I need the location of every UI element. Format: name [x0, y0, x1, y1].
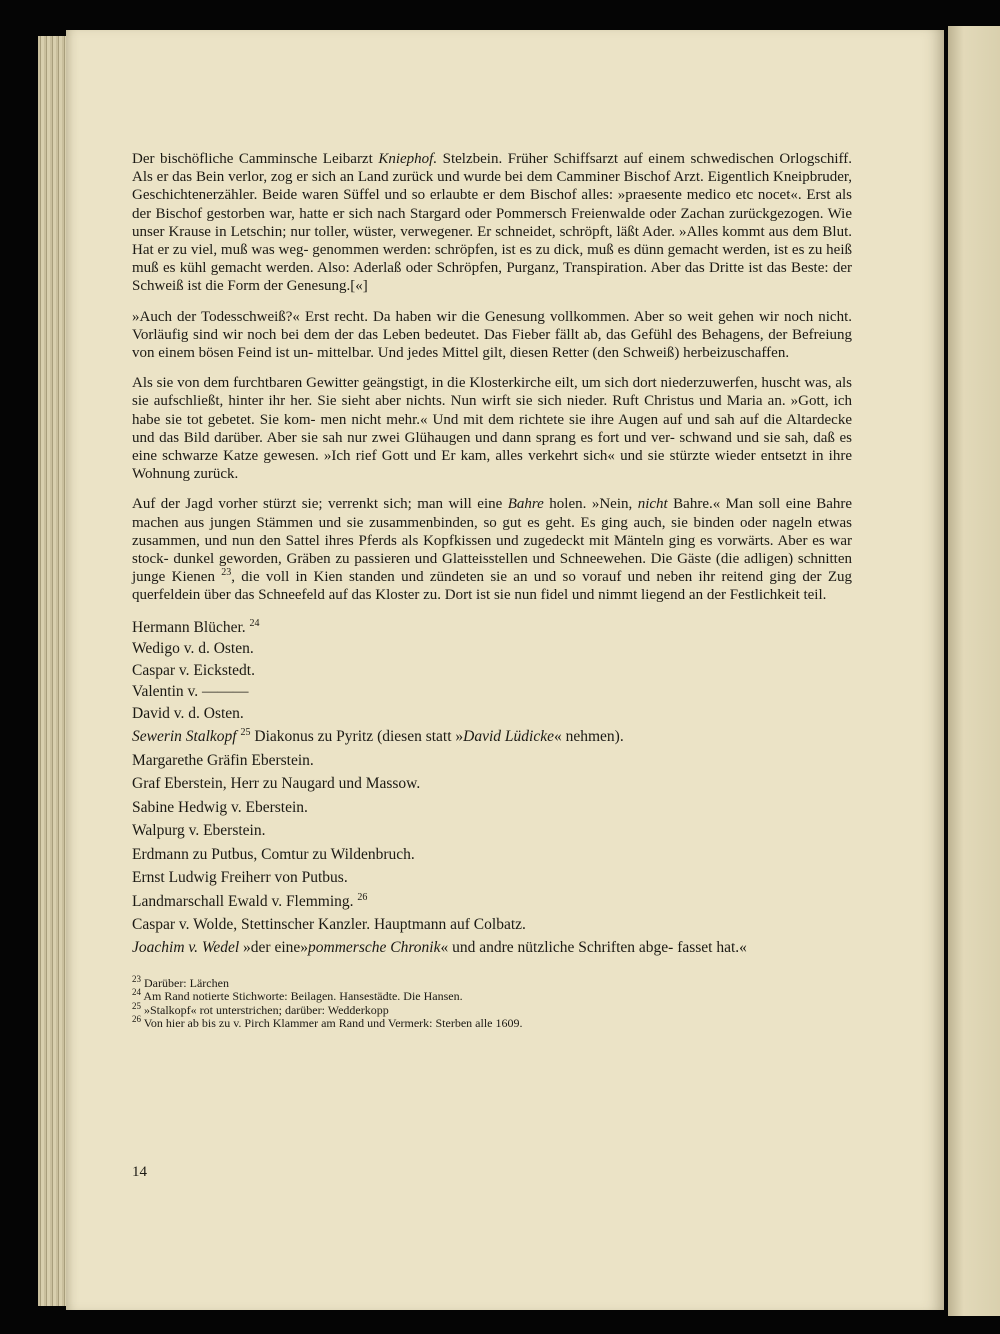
- footnote-ref-26: 26: [357, 891, 368, 903]
- footnote-ref-23: 23: [221, 567, 232, 579]
- n15-a: »der eine»: [239, 938, 309, 956]
- p4-a: Auf der Jagd vorher stürzt sie; verrenkt sich; man will eine: [132, 496, 508, 513]
- name-line-8: Graf Eberstein, Herr zu Naugard und Massow.: [132, 775, 421, 793]
- name-line-10: Walpurg v. Eberstein.: [132, 822, 266, 840]
- p1-a: Der bischöfliche Camminsche Leibarzt: [132, 151, 379, 167]
- p4-bahre: Bahre: [507, 496, 544, 513]
- paragraph-3: Als sie von dem furchtbaren Gewitter geängstigt, in die Klosterkirche eilt, um sich dort niederzuwerfen, huscht was, als sie aufschließt, hinter ihr her. Sie sieht aber nichts. Nun wirft sie sich nieder. Ruft Christus und Maria an. »Gott, ich habe sie tot gebetet. Sie kom- men nicht mehr.« Und mit dem richtete sie ihre Augen auf und sah auf die Altardecke und das Bild darüber. Aber sie sah nur zwei Glühaugen und dann sprang es fort und ver- schwand und sie sah, daß es eine schwarze Katze gewesen. »Ich rief Gott und Er kam, alles verkehrt sich« und sie stürzte wieder entsetzt in ihre Wohnung zurück.: [132, 375, 852, 483]
- name-line-11: Erdmann zu Putbus, Comtur zu Wildenbruch.: [132, 845, 415, 863]
- facing-page-edge: [948, 26, 1000, 1316]
- fn-num-23: 23: [132, 973, 141, 984]
- name-line-7: Margarethe Gräfin Eberstein.: [132, 751, 314, 769]
- footnote-ref-24: 24: [249, 617, 260, 629]
- footnote-25: $^{25}$ »Stalkopf« rot unterstrichen; darüber: Wedderkopp: [132, 1000, 389, 1017]
- name-line-3: Caspar v. Eickstedt.: [132, 661, 255, 679]
- p4-d: , die voll in Kien standen und zündeten sie an und so vorauf und neben ihr reitend ging der Zug querfeldein über das Schneefeld auf das Kloster zu. Dort ist sie nun fidel und nimmt liegend an der Festlichkeit teil.: [132, 569, 853, 604]
- footnotes: [132, 973, 852, 1031]
- name-line-5: David v. d. Osten.: [132, 704, 244, 722]
- n15-b: « und andre nützliche Schriften abge- fasset hat.«: [440, 938, 747, 956]
- n6-a: Diakonus zu Pyritz (diesen statt »: [250, 728, 464, 746]
- page-edge-stack: [38, 36, 66, 1306]
- name-line-14: Caspar v. Wolde, Stettinscher Kanzler. Hauptmann auf Colbatz.: [132, 916, 526, 934]
- name-line-12: Ernst Ludwig Freiherr von Putbus.: [132, 869, 348, 887]
- paragraph-4: [132, 495, 852, 604]
- n6-name: Sewerin Stalkopf: [132, 728, 237, 746]
- name-line-4: Valentin v. ———: [132, 683, 249, 701]
- name-line-1: Hermann Blücher. $^{24}$: [132, 617, 260, 636]
- p1-b: Stelzbein. Früher Schiffsarzt auf einem schwedischen Orlogschiff. Als er das Bein verlor, zog er sich an Land zurück und wurde bei dem Camminer Bischof Arzt. Eigentlich Kneipbruder, Geschichtenerzähler. Beide waren Süffel und so erlaubte er dem Bischof alles: »praesente medico etc nocet«. Erst als der Bischof gestorben war, hatte er sich nach Stargard oder Pommersch Freienwalde oder Zachan zurückgezogen. Wie unser Krause in Letschin; nur toller, wüster, verwegener. Er schneidet, schröpft, läßt Ader. »Alles kommt aus dem Blut. Hat er zu viel, muß was weg- genommen werden: schröpfen, ist es zu dick, muß es dünn gemacht werden, ist es zu heiß muß es kühl gemacht werden. Also: Aderlaß oder Schröpfen, Purganz, Transpiration. Aber das Dritte ist das Beste: der Schweiß ist die Form der Genesung.[«]: [132, 151, 853, 295]
- paragraph-2: »Auch der Todesschweiß?« Erst recht. Da haben wir die Genesung vollkommen. Aber so weit gehen wir noch nicht. Vorläufig sind wir noch bei dem der das Leben bedeutet. Das Fieber fällt ab, das Gefühl des Behagens, der Befreiung von einem bösen Feind ist un- mittelbar. Und jedes Mittel gilt, diesen Retter (den Schweiß) herbeizuschaffen.: [132, 308, 852, 362]
- p4-c: Bahre.« Man soll eine Bahre machen aus jungen Stämmen und sie zusammenbinden, so gut es geht. Es ging auch, sie binden oder nageln etwas zusammen, und nun den Sattel ihres Pferds als Kopfkissen und zugedeckt mit Mänteln ging es vorwärts. Aber es war stock- dunkel geworden, Gräben zu passieren und Glatteisstellen und Schneewehen. Die Gäste (die adligen) schnitten junge Kienen: [132, 496, 853, 586]
- page-number: 14: [132, 1164, 147, 1180]
- fn-num-26: 26: [132, 1014, 141, 1025]
- n15-title: pommersche Chronik: [308, 938, 441, 956]
- n15-name: Joachim v. Wedel: [132, 938, 240, 956]
- name-line-9: Sabine Hedwig v. Eberstein.: [132, 798, 308, 816]
- name-list: [132, 617, 852, 957]
- name-line-2: Wedigo v. d. Osten.: [132, 640, 254, 658]
- n6-david: David Lüdicke: [463, 728, 554, 746]
- p1-name: Kniephof.: [378, 151, 438, 167]
- footnote-24: $^{24}$ Am Rand notierte Stichworte: Beilagen. Hansestädte. Die Hansen.: [132, 987, 463, 1004]
- fn-num-24: 24: [132, 987, 141, 998]
- name-line-6: [132, 726, 852, 748]
- n6-b: « nehmen).: [553, 728, 624, 746]
- name-line-15: [132, 938, 852, 957]
- p4-nicht: nicht: [637, 496, 668, 513]
- footnote-23: $^{23}$ Darüber: Lärchen: [132, 973, 229, 990]
- name-line-13: Landmarschall Ewald v. Flemming. $^{26}$: [132, 891, 368, 910]
- footnote-26: $^{26}$ Von hier ab bis zu v. Pirch Klammer am Rand und Vermerk: Sterben alle 1609.: [132, 1014, 523, 1031]
- fn-num-25: 25: [132, 1000, 141, 1011]
- paragraph-1: [132, 150, 852, 296]
- footnote-ref-25: 25: [240, 727, 251, 739]
- page-text: [132, 150, 852, 1031]
- p4-b: holen. »Nein,: [543, 496, 638, 513]
